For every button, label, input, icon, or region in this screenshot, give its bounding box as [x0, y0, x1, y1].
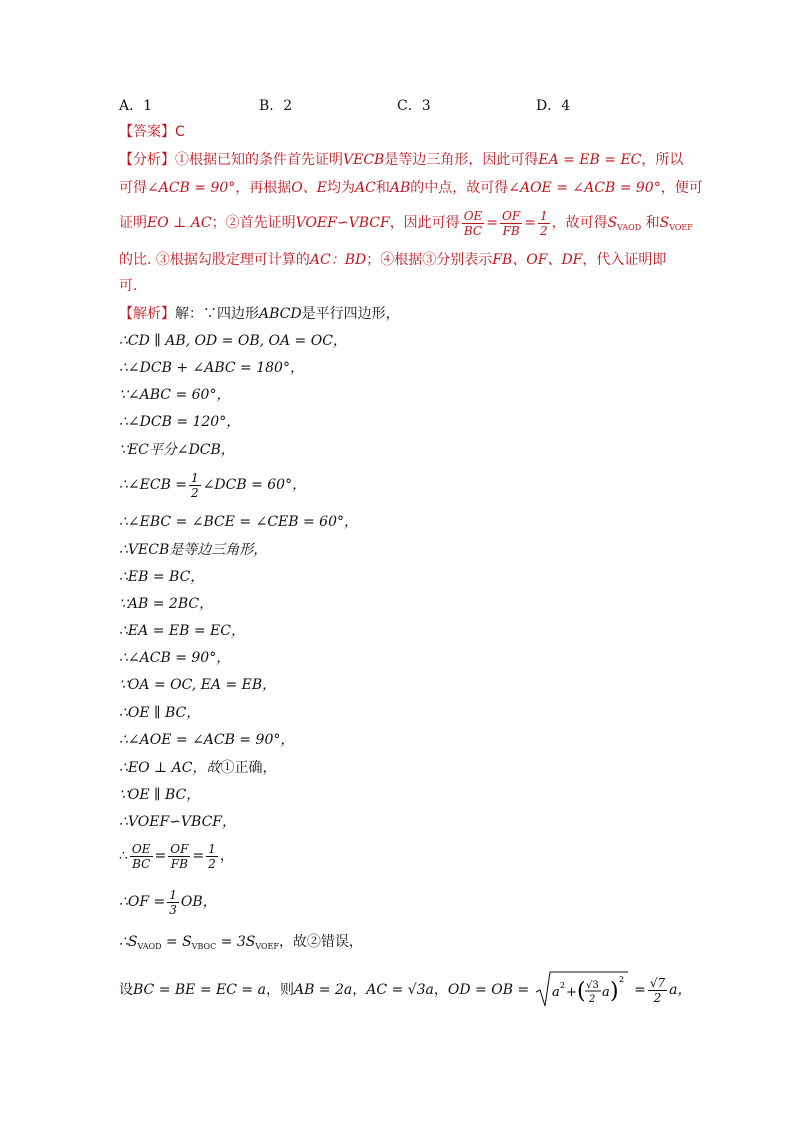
solution-step: ∵OA = OC, EA = EB，: [119, 677, 277, 693]
analysis-line-5: 可.: [119, 278, 138, 294]
analysis-line-4: 的比. ③根据勾股定理可计算的AC：BD；④根据③分别表示FB、OF、DF，代入证明即: [119, 252, 667, 268]
svg-text:): ): [609, 979, 619, 1004]
fraction-one-half: $\frac{1}{2}$: [539, 208, 548, 238]
solution-step: ∴∠DCB = 120°，: [119, 414, 241, 430]
solution-step-conclusion-1: ∴EO ⊥ AC，故①正确，: [119, 760, 277, 776]
solution-step: ∴∠DCB + ∠ABC = 180°，: [119, 360, 304, 376]
solution-intro: 【解析】解：∵四边形ABCD是平行四边形，: [119, 306, 400, 322]
svg-text:a: a: [551, 985, 560, 1000]
option-a: A．1: [119, 98, 153, 114]
solution-step: ∵∠ABC = 60°，: [119, 387, 231, 403]
analysis-line-3: 证明EO ⊥ AC；②首先证明VOEF∽VBCF，因此可得 $\frac{OE}{BC}$ = $\frac{OF}{FB}$ = $\frac{1}{2}$ ，故可得$S_{VAOD}$ 和$S_{VOEF}$: [119, 208, 693, 238]
solution-step: ∴EA = EB = EC，: [119, 623, 245, 639]
svg-text:√3: √3: [585, 980, 599, 991]
solution-step: ∴VECB是等边三角形，: [119, 542, 268, 558]
svg-text:2: 2: [559, 981, 565, 990]
answer-tag: 【答案】: [119, 124, 175, 140]
answer-line: [119, 122, 185, 142]
option-b: B．2: [259, 98, 293, 114]
svg-text:a: a: [601, 985, 610, 1000]
solution-step-half-angle: ∴∠ECB = $\frac{1}{2}$ ∠DCB = 60°，: [119, 470, 307, 500]
analysis-line-1: 【分析】①根据已知的条件首先证明VECB是等边三角形，因此可得EA = EB = EC，所以: [119, 152, 684, 168]
solution-step: ∵AB = 2BC，: [119, 596, 214, 612]
fraction-oe-bc: $\frac{OE}{BC}$: [463, 208, 483, 238]
solution-step: ∴VOEF∽VBCF，: [119, 814, 236, 830]
solution-step: ∴∠ACB = 90°，: [119, 650, 231, 666]
svg-text:+: +: [565, 985, 577, 1000]
solution-step: ∴∠AOE = ∠ACB = 90°，: [119, 732, 295, 748]
solution-step-of: ∴OF = $\frac{1}{3}$ OB，: [119, 887, 217, 917]
solution-step: ∴CD ∥ AB, OD = OB, OA = OC，: [119, 333, 347, 349]
solution-tag: 【解析】: [119, 306, 175, 322]
solution-step: ∴OE ∥ BC，: [119, 705, 201, 721]
solution-step: ∵EC平分∠DCB，: [119, 442, 235, 458]
fraction-of-fb: $\frac{OF}{FB}$: [502, 208, 521, 238]
svg-text:(: (: [576, 979, 586, 1004]
solution-step-lengths: 设BC = BE = EC = a，则AB = 2a，AC = √3a，OD = OB = a 2 + ( √3 2 a ) 2 = $\frac{√7}{2}$ a，: [119, 970, 691, 1010]
option-d: D．4: [536, 98, 571, 114]
svg-text:2: 2: [618, 975, 624, 984]
solution-step: ∵OE ∥ BC，: [119, 787, 201, 803]
answer-value: C: [175, 124, 185, 140]
solution-step: ∴EB = BC，: [119, 569, 205, 585]
svg-text:2: 2: [588, 994, 595, 1005]
analysis-line-2: 可得∠ACB = 90°，再根据O、E均为AC和AB的中点，故可得∠AOE = ∠ACB = 90°，便可: [119, 180, 703, 196]
solution-step: ∴∠EBC = ∠BCE = ∠CEB = 60°，: [119, 514, 358, 530]
sqrt-expression: [534, 970, 630, 1010]
solution-step-area: $\therefore S_{VAOD} = S_{VBOC} = 3S_{VOEF}$，故②错误，: [119, 934, 363, 951]
analysis-tag: 【分析】: [119, 152, 175, 168]
option-c: C．3: [397, 98, 431, 114]
solution-step-ratio: ∴ $\frac{OE}{BC}$ = $\frac{OF}{FB}$ = $\frac{1}{2}$ ，: [119, 841, 234, 871]
